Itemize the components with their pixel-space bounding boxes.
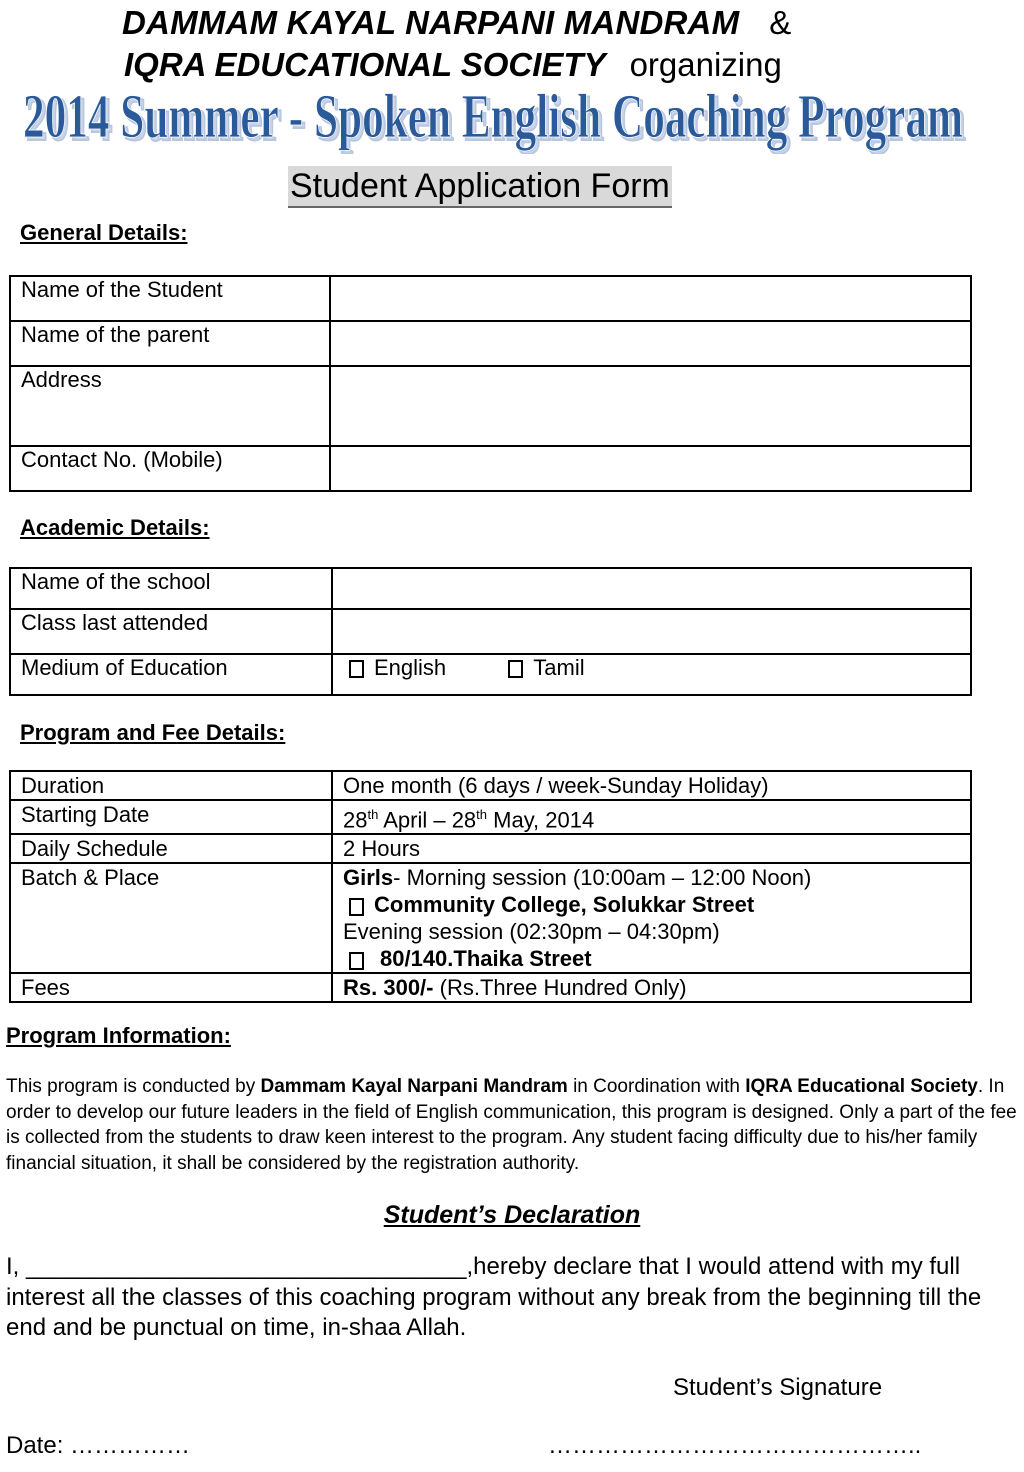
program-banner [14,82,974,154]
signature-line[interactable]: ……………………………………….. [548,1432,922,1459]
morning-session: - Morning session (10:00am – 12:00 Noon) [393,865,812,891]
table-row [10,446,971,491]
field-parent-name[interactable] [330,321,971,366]
table-row [10,568,971,609]
form-title: Student Application Form [288,166,672,208]
date-field[interactable]: Date: …………… [6,1432,191,1459]
ampersand: & [769,4,792,41]
organizer-line-2 [124,46,782,84]
svg-text:2014 Summer - Spoken English C: 2014 Summer - Spoken English Coaching Program [26,86,967,154]
banner-title: 2014 Summer - Spoken English Coaching Program [23,83,964,151]
signature-label: Student’s Signature [673,1374,883,1401]
field-school[interactable] [332,568,971,609]
table-row [10,771,971,800]
value-starting-date: 28th April – 28th May, 2014 [332,800,971,834]
academic-details-heading: Academic Details: [20,515,210,540]
value-duration: One month (6 days / week-Sunday Holiday) [332,771,971,800]
field-medium [332,654,971,695]
tamil-checkbox[interactable] [508,660,523,678]
label-medium: Medium of Education [10,654,332,695]
table-row [10,321,971,366]
field-address[interactable] [330,366,971,446]
general-details-table [9,275,972,492]
option-english: English [374,655,447,680]
label-batch-place: Batch & Place [10,863,332,973]
table-row [10,366,971,446]
table-row [10,800,971,834]
label-school: Name of the school [10,568,332,609]
option-tamil: Tamil [533,655,585,680]
place2-label: 80/140.Thaika Street [380,946,592,972]
field-student-name[interactable] [330,276,971,321]
value-batch-place [332,863,971,973]
table-row [10,276,971,321]
value-daily-schedule: 2 Hours [332,834,971,863]
field-contact[interactable] [330,446,971,491]
table-row [10,609,971,654]
place1-label: Community College, Solukkar Street [374,892,755,918]
label-duration: Duration [10,771,332,800]
label-daily-schedule: Daily Schedule [10,834,332,863]
organizer-1-name: DAMMAM KAYAL NARPANI MANDRAM [122,4,740,41]
place2-checkbox[interactable] [349,952,364,970]
label-fees: Fees [10,973,332,1002]
declaration-text[interactable]: I, _________________________________,hereby declare that I would attend with my full interest all the classes of this coaching program without any break from the beginning till the end and be punctual on time, in-shaa Allah. [6,1253,982,1341]
label-class: Class last attended [10,609,332,654]
label-parent-name: Name of the parent [10,321,330,366]
program-details-heading: Program and Fee Details: [20,720,286,745]
value-fees: Rs. 300/- (Rs.Three Hundred Only) [332,973,971,1002]
place1-checkbox[interactable] [349,898,364,916]
general-details-heading: General Details: [20,220,188,245]
table-row [10,863,971,973]
evening-session: Evening session (02:30pm – 04:30pm) [343,919,720,945]
table-row [10,834,971,863]
label-starting-date: Starting Date [10,800,332,834]
english-checkbox[interactable] [349,660,364,678]
organizer-2-name: IQRA EDUCATIONAL SOCIETY [124,46,606,83]
label-student-name: Name of the Student [10,276,330,321]
label-address: Address [10,366,330,446]
field-class[interactable] [332,609,971,654]
table-row [10,654,971,695]
program-information-heading: Program Information: [6,1023,231,1048]
organizer-line-1 [122,4,791,42]
girls-label: Girls [343,865,394,891]
label-contact: Contact No. (Mobile) [10,446,330,491]
organizing-word: organizing [629,46,782,83]
program-details-table [9,770,972,1003]
table-row [10,973,971,1002]
academic-details-table [9,567,972,696]
declaration-title: Student’s Declaration [383,1201,641,1229]
program-information-text: This program is conducted by Dammam Kayal Narpani Mandram in Coordination with IQRA Educational Society. In order to develop our future leaders in the field of English communication, this program is designed. Only a part of the fee is collected from the students to draw keen interest to the program. Any student facing difficulty due to his/her family financial situation, it shall be considered by the registration authority. [6,1076,1017,1174]
